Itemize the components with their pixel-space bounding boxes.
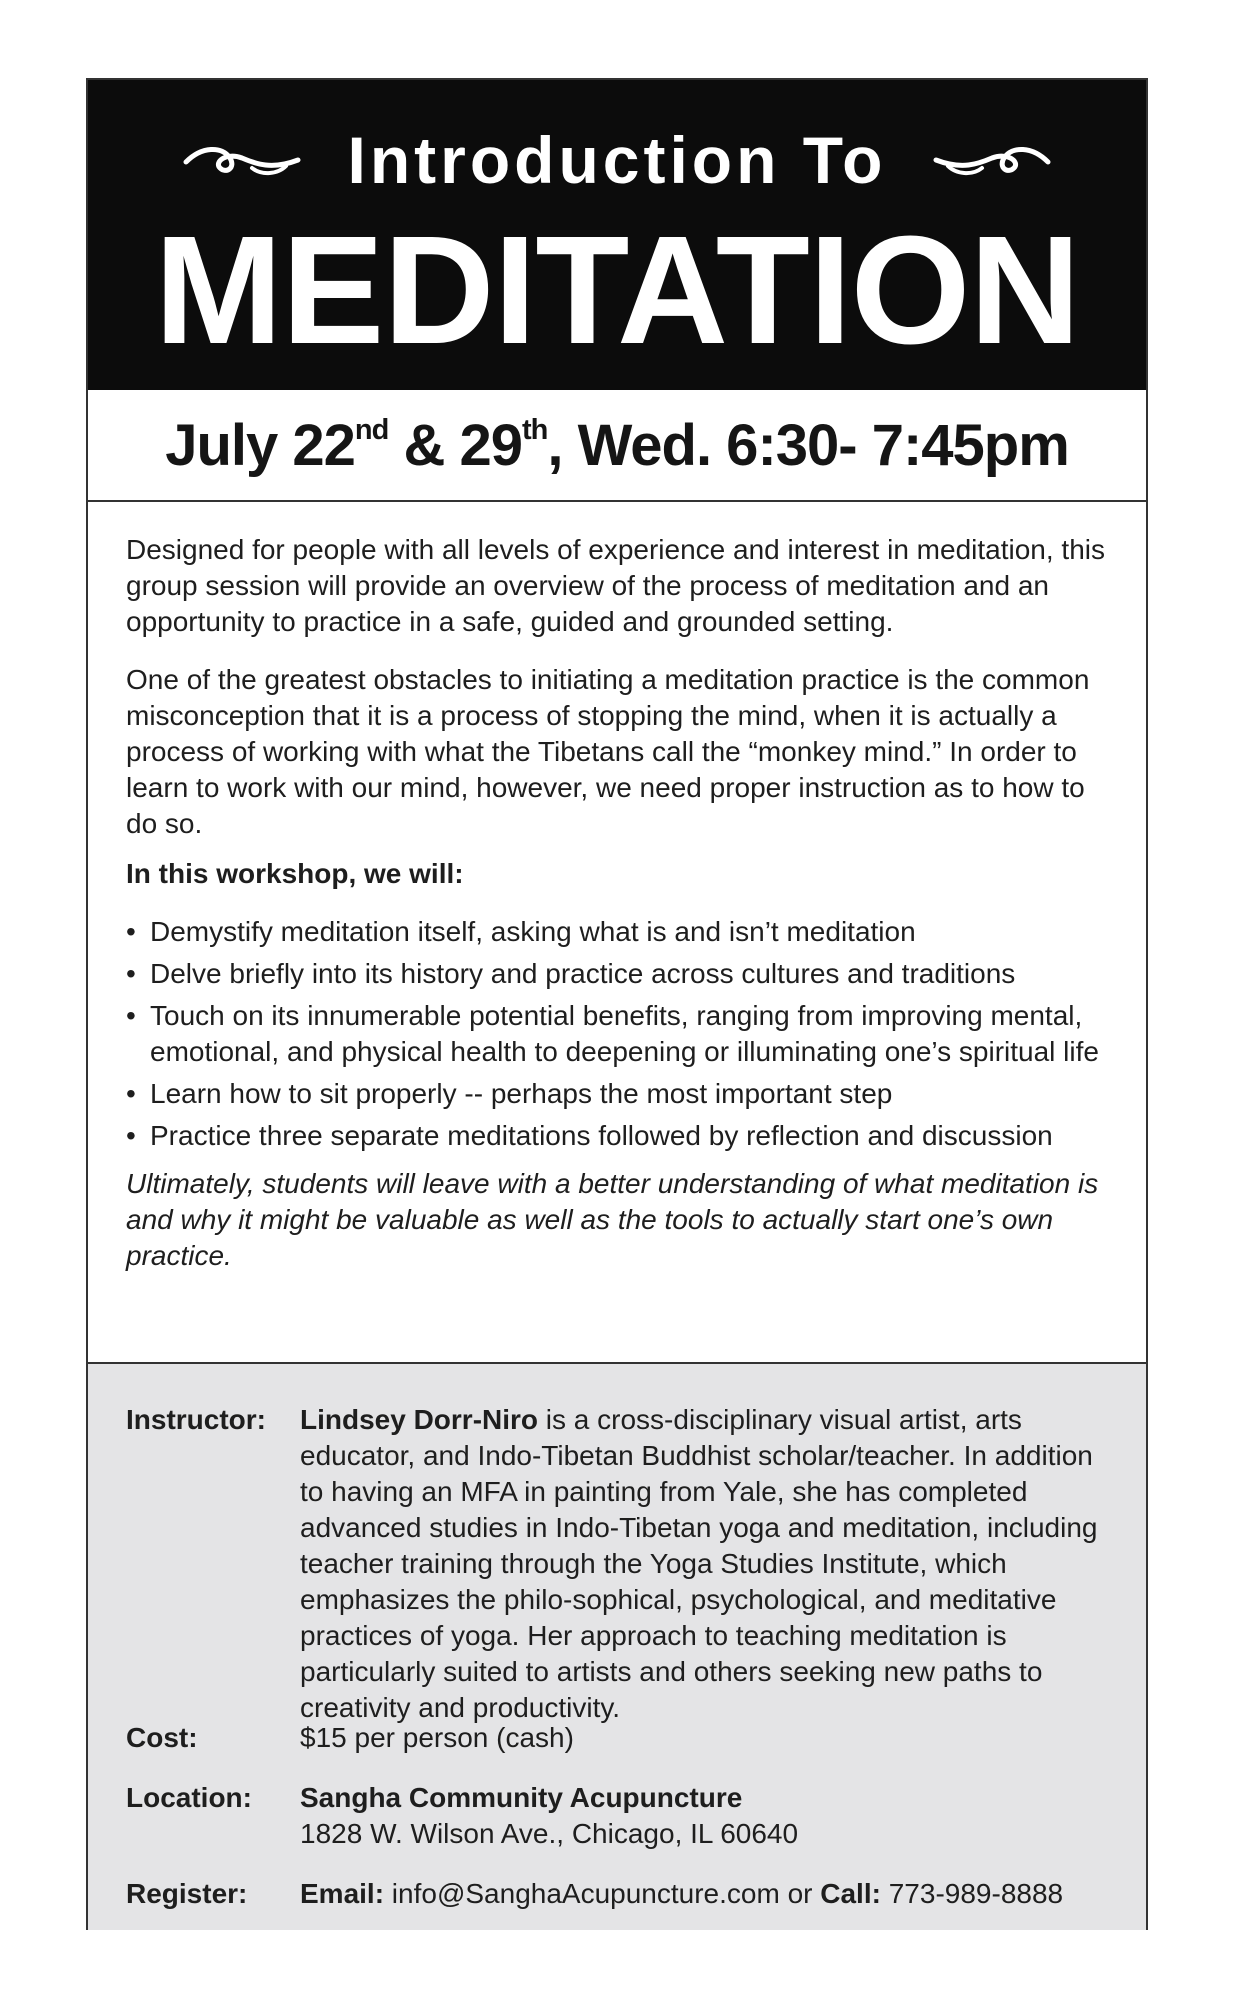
location-name: Sangha Community Acupuncture <box>300 1782 743 1813</box>
list-item-text: Demystify meditation itself, asking what is and isn’t meditation <box>150 916 916 947</box>
flourish-left-icon <box>182 140 302 180</box>
list-item-text: Learn how to sit properly -- perhaps the most important step <box>150 1078 893 1109</box>
location-label: Location: <box>126 1782 252 1813</box>
list-item-text: Touch on its innumerable potential benefits, ranging from improving mental, emotional, and physical health to deepening or illuminating one’s spiritual life <box>150 1000 1099 1067</box>
closing-statement: Ultimately, students will leave with a better understanding of what meditation is and why it might be valuable as well as the tools to actually start one’s own practice. <box>126 1168 1099 1271</box>
list-item <box>126 956 1116 992</box>
main-title: MEDITATION <box>154 204 1080 376</box>
intro-row <box>88 120 1146 200</box>
cost-value: $15 per person (cash) <box>300 1722 574 1753</box>
instructor-name: Lindsey Dorr-Niro <box>300 1404 539 1435</box>
cost-label: Cost: <box>126 1722 198 1753</box>
date-day1-suffix: nd <box>354 413 389 446</box>
list-item <box>126 1076 1116 1112</box>
info-panel <box>88 1362 1146 1930</box>
workshop-list <box>126 914 1116 1154</box>
instructor-info <box>300 1402 1100 1726</box>
bullet-icon: • <box>126 958 136 989</box>
list-item-text: Practice three separate meditations followed by reflection and discussion <box>150 1120 1053 1151</box>
flourish-right-icon <box>932 140 1052 180</box>
date-day2: & 29 <box>388 412 522 478</box>
bullet-icon: • <box>126 1000 136 1031</box>
description-paragraph-2: One of the greatest obstacles to initiating a meditation practice is the common misconception that it is a process of stopping the mind, when it is actually a process of working with what the Tibetans call the “monkey mind.” In order to learn to work with our mind, however, we need proper instruction as to how to do so. <box>126 664 1090 839</box>
list-item <box>126 998 1116 1070</box>
description-paragraph-1: Designed for people with all levels of experience and interest in meditation, this group session will provide an overview of the process of meditation and an opportunity to practice in a safe, guided and grounded setting. <box>126 534 1106 637</box>
bullet-icon: • <box>126 916 136 947</box>
date-day2-suffix: th <box>521 413 548 446</box>
list-item <box>126 1118 1116 1154</box>
header-banner <box>88 80 1146 390</box>
date-row <box>88 390 1146 502</box>
description-section <box>126 532 1116 1296</box>
list-item <box>126 914 1116 950</box>
instructor-label: Instructor: <box>126 1404 266 1435</box>
email-value[interactable]: info@SanghaAcupuncture.com or <box>384 1878 821 1909</box>
date-day1: July 22 <box>165 412 355 478</box>
date-time: , Wed. 6:30- 7:45pm <box>547 412 1069 478</box>
location-address: 1828 W. Wilson Ave., Chicago, IL 60640 <box>300 1818 799 1849</box>
bullet-icon: • <box>126 1120 136 1151</box>
register-info <box>300 1876 1100 1912</box>
event-date <box>165 412 1069 479</box>
intro-heading: Introduction To <box>347 123 887 197</box>
list-item-text: Delve briefly into its history and practice across cultures and traditions <box>150 958 1016 989</box>
workshop-heading: In this workshop, we will: <box>126 858 464 889</box>
call-value[interactable]: 773-989-8888 <box>880 1878 1064 1909</box>
location-info <box>300 1780 1100 1852</box>
instructor-bio: is a cross-disciplinary visual artist, arts educator, and Indo-Tibetan Buddhist scholar/teacher. In addition to having an MFA in painting from Yale, she has completed advanced studies in Indo-Tibetan yoga and meditation, including teacher training through the Yoga Studies Institute, which emphasizes the philo-sophical, psychological, and meditative practices of yoga. Her approach to teaching meditation is particularly suited to artists and others seeking new paths to creativity and productivity. <box>300 1404 1098 1723</box>
bullet-icon: • <box>126 1078 136 1109</box>
email-label: Email: <box>300 1878 385 1909</box>
flyer <box>86 78 1148 1930</box>
register-label: Register: <box>126 1878 248 1909</box>
call-label: Call: <box>820 1878 881 1909</box>
